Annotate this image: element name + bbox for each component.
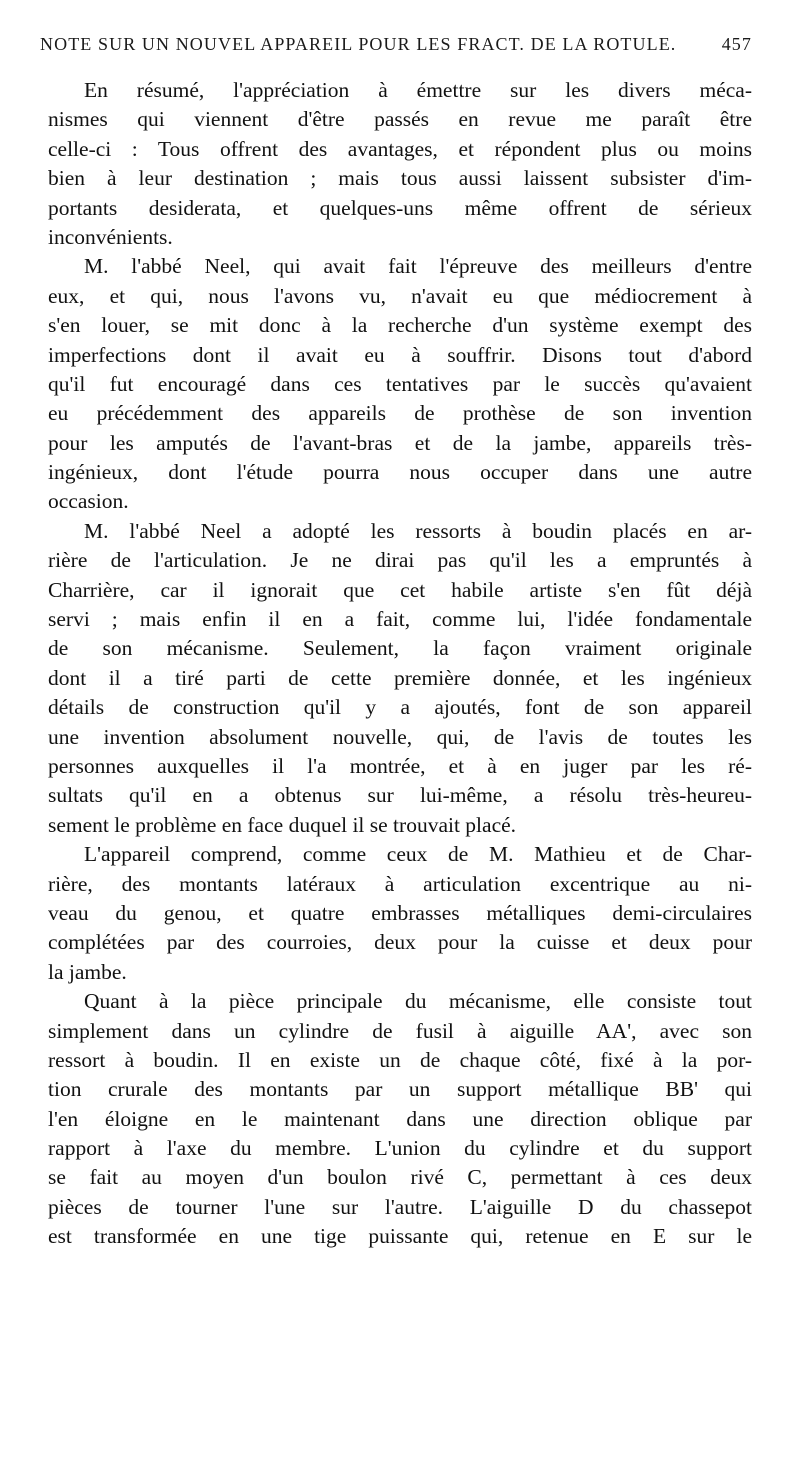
text-line: se fait au moyen d'un boulon rivé C, permettant à ces deux — [48, 1165, 752, 1190]
running-title: NOTE SUR UN NOUVEL APPAREIL POUR LES FRACT. DE LA ROTULE. — [40, 34, 677, 54]
text-line: eu précédemment des appareils de prothèse de son invention — [48, 401, 752, 426]
text-line: tion crurale des montants par un support métallique BB' qui — [48, 1077, 752, 1102]
body-text — [48, 76, 752, 1252]
text-line: pièces de tourner l'une sur l'autre. L'aiguille D du chassepot — [48, 1194, 752, 1219]
text-line: Charrière, car il ignorait que cet habile artiste s'en fût déjà — [48, 577, 752, 602]
text-line: de son mécanisme. Seulement, la façon vraiment originale — [48, 636, 752, 661]
text-line: dont il a tiré parti de cette première donnée, et les ingénieux — [48, 665, 752, 690]
text-line: est transformée en une tige puissante qui, retenue en E sur le — [48, 1224, 752, 1249]
text-line: imperfections dont il avait eu à souffrir. Disons tout d'abord — [48, 342, 752, 367]
text-line: détails de construction qu'il y a ajoutés, font de son appareil — [48, 695, 752, 720]
text-line: personnes auxquelles il l'a montrée, et à en juger par les ré- — [48, 753, 752, 778]
text-line: ingénieux, dont l'étude pourra nous occuper dans une autre — [48, 460, 752, 485]
text-line: complétées par des courroies, deux pour la cuisse et deux pour — [48, 930, 752, 955]
text-line: M. l'abbé Neel, qui avait fait l'épreuve des meilleurs d'entre — [84, 254, 752, 279]
text-line: ressort à boudin. Il en existe un de chaque côté, fixé à la por- — [48, 1047, 752, 1072]
text-line: En résumé, l'appréciation à émettre sur les divers méca- — [84, 78, 752, 102]
text-line: celle-ci : Tous offrent des avantages, et répondent plus ou moins — [48, 136, 752, 161]
text-line: bien à leur destination ; mais tous aussi laissent subsister d'im- — [48, 166, 752, 191]
text-line: sultats qu'il en a obtenus sur lui-même, a résolu très-heureu- — [48, 783, 752, 808]
text-line: veau du genou, et quatre embrasses métalliques demi-circulaires — [48, 900, 752, 925]
text-line: pour les amputés de l'avant-bras et de la jambe, appareils très- — [48, 430, 752, 455]
text-line: simplement dans un cylindre de fusil à aiguille AA', avec son — [48, 1018, 752, 1043]
text-line: rière, des montants latéraux à articulation excentrique au ni- — [48, 871, 752, 896]
text-line: rapport à l'axe du membre. L'union du cylindre et du support — [48, 1136, 752, 1161]
text-line: portants desiderata, et quelques-uns même offrent de sérieux — [48, 195, 752, 220]
text-line: sement le problème en face duquel il se trouvait placé. — [48, 812, 517, 837]
text-line: la jambe. — [48, 959, 127, 984]
text-line: L'appareil comprend, comme ceux de M. Mathieu et de Char- — [84, 842, 752, 867]
text-line: Quant à la pièce principale du mécanisme, elle consiste tout — [84, 989, 752, 1014]
text-line: rière de l'articulation. Je ne dirai pas qu'il les a empruntés à — [48, 548, 752, 573]
text-line: s'en louer, se mit donc à la recherche d'un système exempt des — [48, 313, 752, 338]
text-line: une invention absolument nouvelle, qui, de l'avis de toutes les — [48, 724, 752, 749]
page-number: 457 — [721, 34, 752, 54]
text-line: servi ; mais enfin il en a fait, comme lui, l'idée fondamentale — [48, 607, 752, 632]
text-line: qu'il fut encouragé dans ces tentatives par le succès qu'avaient — [48, 371, 752, 396]
text-line: eux, et qui, nous l'avons vu, n'avait eu que médiocrement à — [48, 283, 752, 308]
text-line: inconvénients. — [48, 224, 173, 249]
text-line: occasion. — [48, 489, 129, 514]
running-header — [40, 34, 752, 55]
text-line: M. l'abbé Neel a adopté les ressorts à boudin placés en ar- — [84, 518, 752, 543]
text-line: l'en éloigne en le maintenant dans une direction oblique par — [48, 1106, 752, 1131]
text-line: nismes qui viennent d'être passés en revue me paraît être — [48, 107, 752, 132]
